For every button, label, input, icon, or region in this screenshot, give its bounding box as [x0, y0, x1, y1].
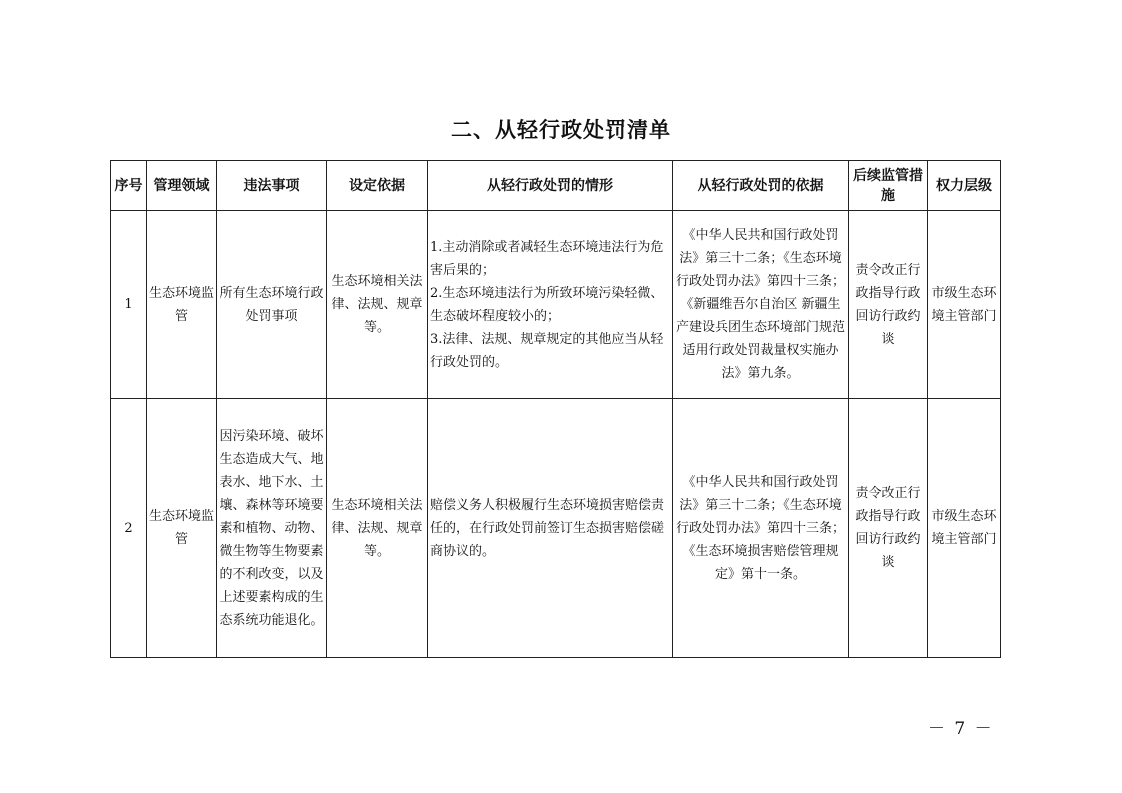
table-row: [111, 211, 1001, 399]
cell-situations: [428, 211, 673, 399]
header-legal-basis: 从轻行政处罚的依据: [673, 161, 849, 211]
cell-legal-basis: 《中华人民共和国行政处罚法》第三十二条；《生态环境行政处罚办法》第四十三条；《生态环境损害赔偿管理规定》第十一条。: [673, 399, 849, 658]
cell-level: 市级生态环境主管部门: [928, 211, 1001, 399]
cell-domain: 生态环境监管: [147, 211, 217, 399]
header-level: 权力层级: [928, 161, 1001, 211]
situation-item: 赔偿义务人积极履行生态环境损害赔偿责任的，在行政处罚前签订生态损害赔偿磋商协议的。: [430, 497, 665, 559]
cell-supervision: 责令改正行政指导行政回访行政约谈: [849, 399, 928, 658]
table-row: [111, 399, 1001, 658]
cell-violation: 因污染环境、破坏生态造成大气、地表水、地下水、土壤、森林等环境要素和植物、动物、微生物等生物要素的不利改变，以及上述要素构成的生态系统功能退化。: [217, 399, 327, 658]
header-situations: 从轻行政处罚的情形: [428, 161, 673, 211]
cell-situations: [428, 399, 673, 658]
situation-item: 3.法律、法规、规章规定的其他应当从轻行政处罚的。: [430, 331, 664, 370]
cell-index: 2: [111, 399, 147, 658]
situation-item: 1.主动消除或者减轻生态环境违法行为危害后果的；: [430, 239, 664, 278]
header-index: 序号: [111, 161, 147, 211]
header-domain: 管理领域: [147, 161, 217, 211]
header-supervision: 后续监管措施: [849, 161, 928, 211]
table-header-row: [111, 161, 1001, 211]
cell-domain: 生态环境监管: [147, 399, 217, 658]
cell-level: 市级生态环境主管部门: [928, 399, 1001, 658]
header-violation: 违法事项: [217, 161, 327, 211]
header-basis: 设定依据: [327, 161, 428, 211]
cell-violation: 所有生态环境行政处罚事项: [217, 211, 327, 399]
cell-supervision: 责令改正行政指导行政回访行政约谈: [849, 211, 928, 399]
cell-index: 1: [111, 211, 147, 399]
penalty-table: [110, 160, 1001, 658]
page-title: 二、从轻行政处罚清单: [451, 118, 671, 142]
cell-legal-basis: 《中华人民共和国行政处罚法》第三十二条；《生态环境行政处罚办法》第四十三条；《新疆维吾尔自治区 新疆生产建设兵团生态环境部门规范适用行政处罚裁量权实施办法》第九条。: [673, 211, 849, 399]
cell-basis: 生态环境相关法律、法规、规章等。: [327, 399, 428, 658]
cell-basis: 生态环境相关法律、法规、规章等。: [327, 211, 428, 399]
situation-item: 2.生态环境违法行为所致环境污染轻微、生态破坏程度较小的；: [430, 285, 664, 324]
page-number: － 7 －: [928, 719, 994, 739]
